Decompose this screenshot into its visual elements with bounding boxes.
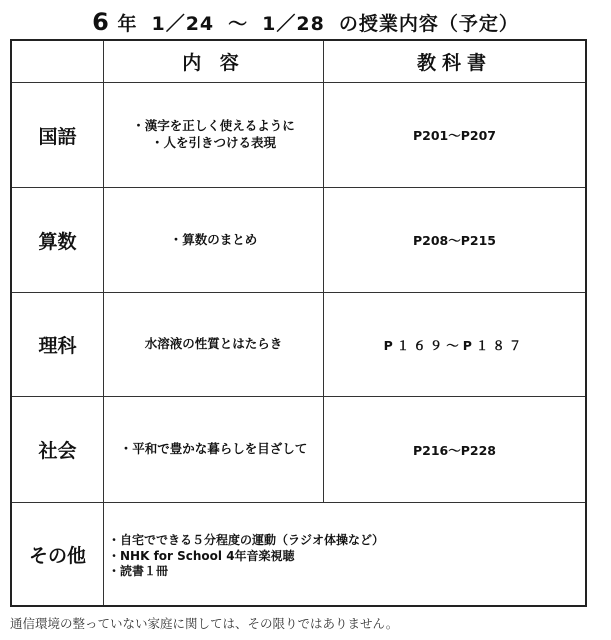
content-other — [104, 503, 585, 605]
content-science — [104, 293, 324, 397]
content-line: 水溶液の性質とはたらき — [144, 336, 283, 352]
content-math — [104, 188, 324, 293]
schedule-table — [10, 39, 587, 607]
title-grade-suffix: 年 — [117, 13, 138, 35]
header-textbook: 教科書 — [324, 41, 585, 83]
footer-note: 通信環境の整っていない家庭に関しては、その限りではありません。 — [10, 616, 399, 631]
other-item: ・自宅でできる５分程度の運動（ラジオ体操など） — [108, 533, 385, 547]
title-end-date: 1／28 — [262, 13, 325, 35]
page-title — [0, 8, 611, 36]
textbook-japanese: P201〜P207 — [324, 83, 585, 188]
subject-science: 理科 — [12, 293, 104, 397]
title-label: の授業内容（予定） — [338, 13, 519, 35]
title-range-separator: 〜 — [228, 13, 249, 35]
subject-social-studies: 社会 — [12, 397, 104, 503]
content-line: ・算数のまとめ — [169, 231, 258, 247]
other-item: ・NHK for School 4年音楽視聴 — [108, 548, 295, 563]
title-grade-number: 6 — [92, 8, 110, 36]
textbook-science: P１６９〜P１８７ — [324, 293, 585, 397]
content-line: ・平和で豊かな暮らしを目ざして — [119, 441, 308, 457]
header-content: 内 容 — [104, 41, 324, 83]
content-japanese — [104, 83, 324, 188]
subject-other: その他 — [12, 503, 104, 605]
content-line: ・漢字を正しく使えるように — [132, 118, 295, 134]
content-line: ・人を引きつける表現 — [150, 135, 276, 150]
content-social-studies — [104, 397, 324, 503]
subject-math: 算数 — [12, 188, 104, 293]
subject-japanese: 国語 — [12, 83, 104, 188]
header-blank-cell — [12, 41, 104, 83]
title-start-date: 1／24 — [151, 13, 215, 35]
other-item: ・読書１冊 — [108, 564, 169, 579]
textbook-social-studies: P216〜P228 — [324, 397, 585, 503]
textbook-math: P208〜P215 — [324, 188, 585, 293]
